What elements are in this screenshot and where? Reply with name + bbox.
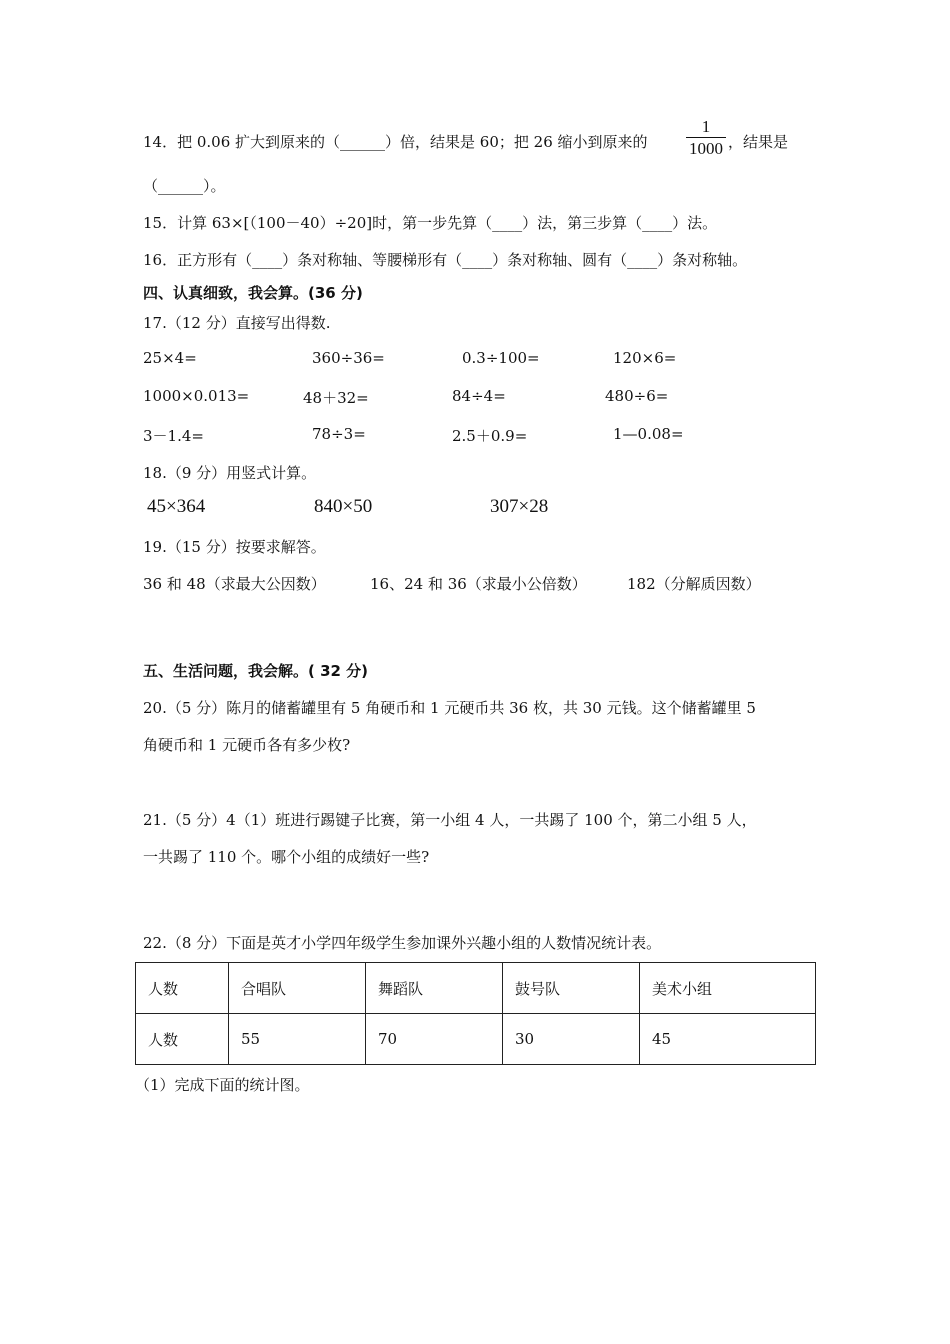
calc-item: 3－1.4= <box>143 427 204 445</box>
table-row <box>136 963 816 1014</box>
calc-item: 360÷36= <box>312 349 385 367</box>
question-14-line2: （______）。 <box>143 177 226 195</box>
fraction-denominator: 1000 <box>689 139 723 158</box>
factor-item: 16、24 和 36（求最小公倍数） <box>370 575 587 593</box>
section-4-heading: 四、认真细致，我会算。(36 分) <box>143 284 363 302</box>
table-cell: 合唱队 <box>229 963 366 1014</box>
vertical-calc-item: 840×50 <box>314 496 373 517</box>
calc-item: 1—0.08= <box>613 425 684 443</box>
vertical-calc-item: 307×28 <box>490 496 549 517</box>
table-row <box>136 1014 816 1065</box>
calc-item: 120×6= <box>613 349 677 367</box>
factor-item: 182（分解质因数） <box>627 575 761 593</box>
question-15: 15．计算 63×[（100－40）÷20]时，第一步先算（____）法，第三步算（____）法。 <box>143 214 718 232</box>
question-14-text-a: 14．把 0.06 扩大到原来的（______）倍，结果是 60；把 26 缩小到原来的 <box>143 133 648 151</box>
table-cell: 55 <box>229 1014 366 1065</box>
calc-item: 78÷3= <box>312 425 366 443</box>
table-cell: 70 <box>366 1014 503 1065</box>
factor-item: 36 和 48（求最大公因数） <box>143 575 326 593</box>
question-20-line2: 角硬币和 1 元硬币各有多少枚? <box>143 736 351 754</box>
table-cell: 人数 <box>136 963 229 1014</box>
question-17-title: 17.（12 分）直接写出得数. <box>143 314 331 332</box>
fraction-numerator: 1 <box>701 117 711 136</box>
calc-item: 48＋32= <box>303 389 369 407</box>
calc-item: 84÷4= <box>452 387 506 405</box>
question-21-line1: 21.（5 分）4（1）班进行踢键子比赛，第一小组 4 人，一共踢了 100 个，第二小组 5 人， <box>143 811 757 829</box>
table-cell: 45 <box>640 1014 816 1065</box>
table-cell: 舞蹈队 <box>366 963 503 1014</box>
question-16: 16．正方形有（____）条对称轴、等腰梯形有（____）条对称轴、圆有（____）条对称轴。 <box>143 251 748 269</box>
question-21-line2: 一共踢了 110 个。哪个小组的成绩好一些? <box>143 848 430 866</box>
calc-item: 0.3÷100= <box>462 349 540 367</box>
question-19-title: 19.（15 分）按要求解答。 <box>143 538 326 556</box>
table-cell: 人数 <box>136 1014 229 1065</box>
vertical-calc-item: 45×364 <box>147 496 206 517</box>
question-20-line1: 20.（5 分）陈月的储蓄罐里有 5 角硬币和 1 元硬币共 36 枚，共 30 元钱。这个储蓄罐里 5 <box>143 699 756 717</box>
calc-item: 25×4= <box>143 349 197 367</box>
question-22-sub1: （1）完成下面的统计图。 <box>135 1076 310 1094</box>
interest-group-table <box>135 962 816 1065</box>
fraction-one-thousandth <box>686 117 726 160</box>
table-cell: 鼓号队 <box>503 963 640 1014</box>
calc-item: 480÷6= <box>605 387 669 405</box>
question-14-line1 <box>143 131 648 152</box>
table-cell: 美术小组 <box>640 963 816 1014</box>
question-14-text-b: ，结果是 <box>728 133 789 151</box>
question-22-title: 22.（8 分）下面是英才小学四年级学生参加课外兴趣小组的人数情况统计表。 <box>143 934 662 952</box>
section-5-heading: 五、生活问题，我会解。( 32 分) <box>143 662 369 680</box>
table-cell: 30 <box>503 1014 640 1065</box>
calc-item: 1000×0.013= <box>143 387 250 405</box>
question-18-title: 18.（9 分）用竖式计算。 <box>143 464 317 482</box>
calc-item: 2.5＋0.9= <box>452 427 528 445</box>
